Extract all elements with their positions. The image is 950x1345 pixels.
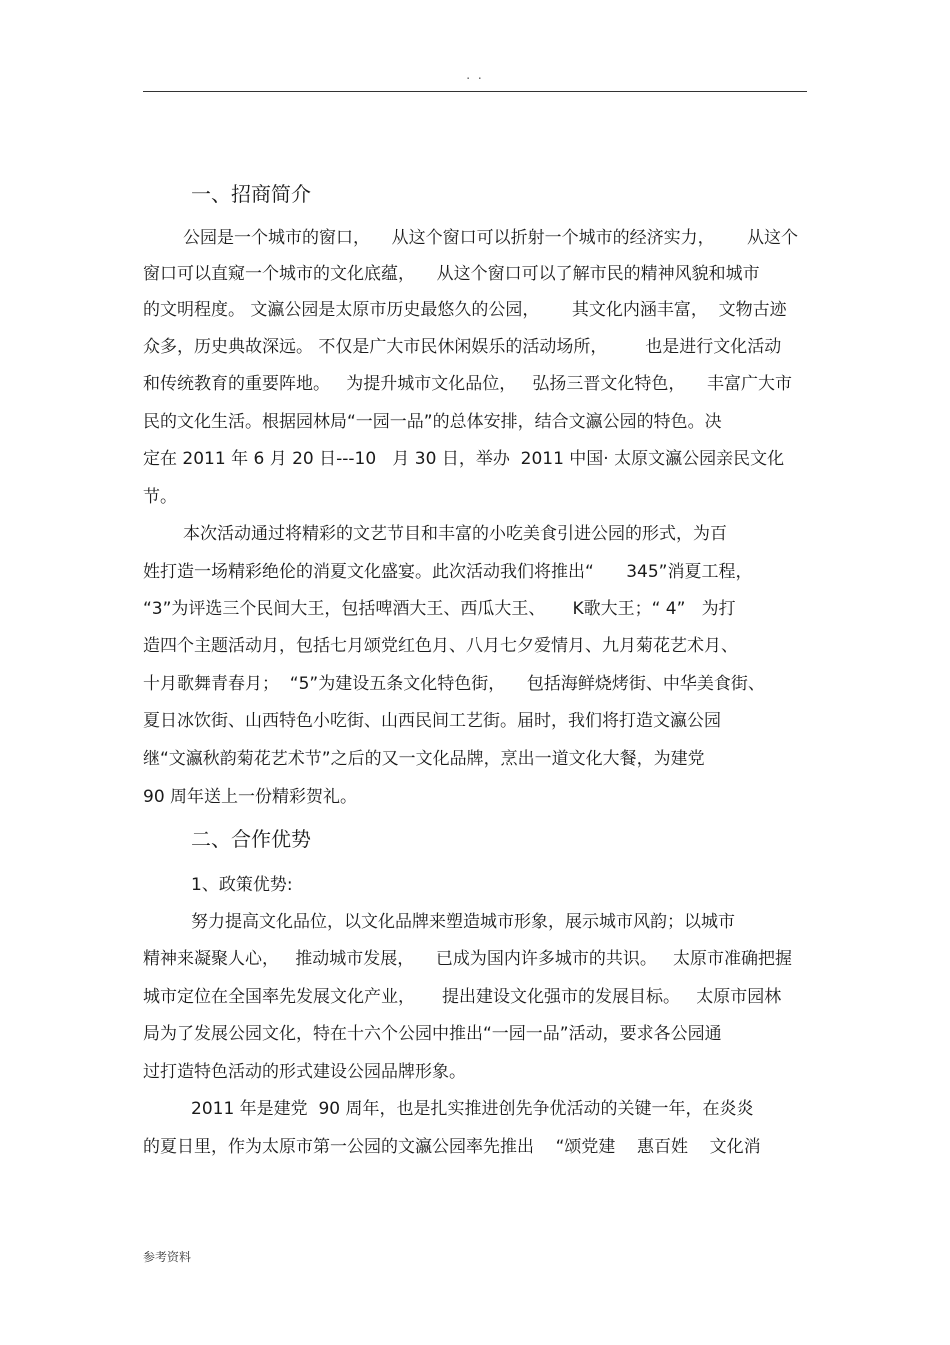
body-line: 的文明程度。 文瀛公园是太原市历史最悠久的公园， 其文化内涵丰富， 文物古迹 bbox=[143, 300, 787, 320]
header-rule bbox=[143, 91, 807, 92]
section-heading-intro: 一、招商简介 bbox=[191, 182, 311, 206]
body-line: “3”为评选三个民间大王，包括啤酒大王、西瓜大王、 K歌大王；“ 4” 为打 bbox=[143, 599, 736, 619]
body-line: 公园是一个城市的窗口， 从这个窗口可以折射一个城市的经济实力， 从这个 bbox=[183, 228, 799, 248]
footer-label: 参考资料 bbox=[143, 1250, 192, 1264]
body-line: 2011 年是建党 90 周年，也是扎实推进创先争优活动的关键一年，在炎炎 bbox=[191, 1099, 754, 1119]
body-line: 的夏日里，作为太原市第一公园的文瀛公园率先推出 “颂党建 惠百姓 文化消 bbox=[143, 1137, 761, 1157]
body-line: 努力提高文化品位，以文化品牌来塑造城市形象，展示城市风韵；以城市 bbox=[191, 912, 735, 932]
body-line: 节。 bbox=[143, 487, 177, 507]
body-line: 定在 2011 年 6 月 20 日---10 月 30 日，举办 2011 中国· 太原文瀛公园亲民文化 bbox=[143, 449, 785, 469]
body-line: 民的文化生活。根据园林局“一园一品”的总体安排，结合文瀛公园的特色。决 bbox=[143, 412, 722, 432]
body-line: 十月歌舞青春月； “5”为建设五条文化特色街， 包括海鲜烧烤街、中华美食街、 bbox=[143, 674, 765, 694]
body-line: 造四个主题活动月，包括七月颂党红色月、八月七夕爱情月、九月菊花艺术月、 bbox=[143, 636, 738, 656]
body-line: 姓打造一场精彩绝伦的消夏文化盛宴。此次活动我们将推出“ 345”消夏工程， bbox=[143, 562, 753, 582]
page-header-marker: . . bbox=[466, 68, 484, 82]
subsection-title: 1、政策优势: bbox=[191, 875, 293, 895]
body-line: 90 周年送上一份精彩贺礼。 bbox=[143, 787, 358, 807]
body-line: 局为了发展公园文化，特在十六个公园中推出“一园一品”活动，要求各公园通 bbox=[143, 1024, 722, 1044]
body-line: 精神来凝聚人心， 推动城市发展， 已成为国内许多城市的共识。 太原市准确把握 bbox=[143, 949, 793, 969]
body-line: 继“文瀛秋韵菊花艺术节”之后的又一文化品牌，烹出一道文化大餐，为建党 bbox=[143, 749, 705, 769]
section-heading-advantages: 二、合作优势 bbox=[191, 827, 311, 851]
body-line: 城市定位在全国率先发展文化产业， 提出建设文化强市的发展目标。 太原市园林 bbox=[143, 987, 782, 1007]
body-line: 本次活动通过将精彩的文艺节目和丰富的小吃美食引进公园的形式，为百 bbox=[183, 524, 727, 544]
body-line: 窗口可以直窥一个城市的文化底蕴， 从这个窗口可以了解市民的精神风貌和城市 bbox=[143, 264, 760, 284]
body-line: 夏日冰饮街、山西特色小吃街、山西民间工艺街。届时，我们将打造文瀛公园 bbox=[143, 711, 721, 731]
body-line: 和传统教育的重要阵地。 为提升城市文化品位， 弘扬三晋文化特色， 丰富广大市 bbox=[143, 374, 793, 394]
body-line: 过打造特色活动的形式建设公园品牌形象。 bbox=[143, 1062, 466, 1082]
body-line: 众多，历史典故深远。 不仅是广大市民休闲娱乐的活动场所， 也是进行文化活动 bbox=[143, 337, 782, 357]
